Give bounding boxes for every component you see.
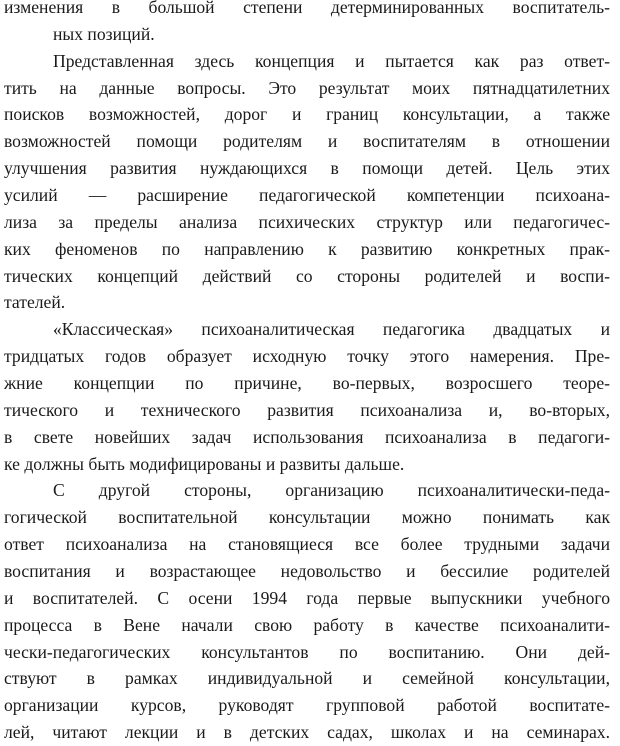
text-line: в свете новейших задач использования психоанализа в педагоги- xyxy=(4,427,610,447)
text-line: ответ психоанализа на становящиеся все более трудными задачи xyxy=(4,534,610,554)
paragraph-first-line: С другой стороны, организацию психоаналитически-педа- xyxy=(53,480,610,500)
text-line: организации курсов, руководят групповой работой воспитате- xyxy=(4,695,610,715)
text-line: жние концепции по причине, во-первых, возросшего теоре- xyxy=(4,373,610,393)
text-line: ких феноменов по направлению к развитию конкретных прак- xyxy=(4,239,610,259)
text-line: воспитания и возрастающее недовольство и бессилие родителей xyxy=(4,561,610,581)
text-line: усилий — расширение педагогической компетенции психоана- xyxy=(4,185,610,205)
paragraph-first-line: «Классическая» психоаналитическая педагогика двадцатых и xyxy=(53,319,610,339)
text-line: и воспитателей. С осени 1994 года первые выпускники учебного xyxy=(4,588,610,608)
text-line: тических концепций действий со стороны родителей и воспи- xyxy=(4,266,610,286)
text-line: тридцатых годов образует исходную точку этого намерения. Пре- xyxy=(4,346,610,366)
text-line: тить на данные вопросы. Это результат моих пятнадцатилетних xyxy=(4,78,610,98)
text-line: поисков возможностей, дорог и границ консультации, а также xyxy=(4,104,610,124)
text-line: возможностей помощи родителям и воспитателям в отношении xyxy=(4,131,610,151)
text-line: ке должны быть модифицированы и развиты дальше. xyxy=(4,454,405,474)
text-line: чески-педагогических консультантов по воспитанию. Они дей- xyxy=(4,642,610,662)
text-line: лей, читают лекции и в детских садах, школах и на семинарах. xyxy=(4,722,610,742)
text-line: ных позиций. xyxy=(53,24,155,44)
text-line: ствуют в рамках индивидуальной и семейной консультации, xyxy=(4,668,610,688)
text-line: процесса в Вене начали свою работу в качестве психоаналити- xyxy=(4,615,610,635)
text-line: тателей. xyxy=(4,292,66,312)
text-line: лиза за пределы анализа психических структур или педагогичес- xyxy=(4,212,610,232)
text-line: изменения в большой степени детерминированных воспитатель- xyxy=(4,0,610,17)
document-page xyxy=(4,0,610,742)
text-line: тического и технического развития психоанализа и, во-вторых, xyxy=(4,400,610,420)
paragraph-first-line: Представленная здесь концепция и пытается как раз ответ- xyxy=(53,51,610,71)
text-line: гогической воспитательной консультации можно понимать как xyxy=(4,507,610,527)
text-line: улучшения развития нуждающихся в помощи детей. Цель этих xyxy=(4,158,610,178)
